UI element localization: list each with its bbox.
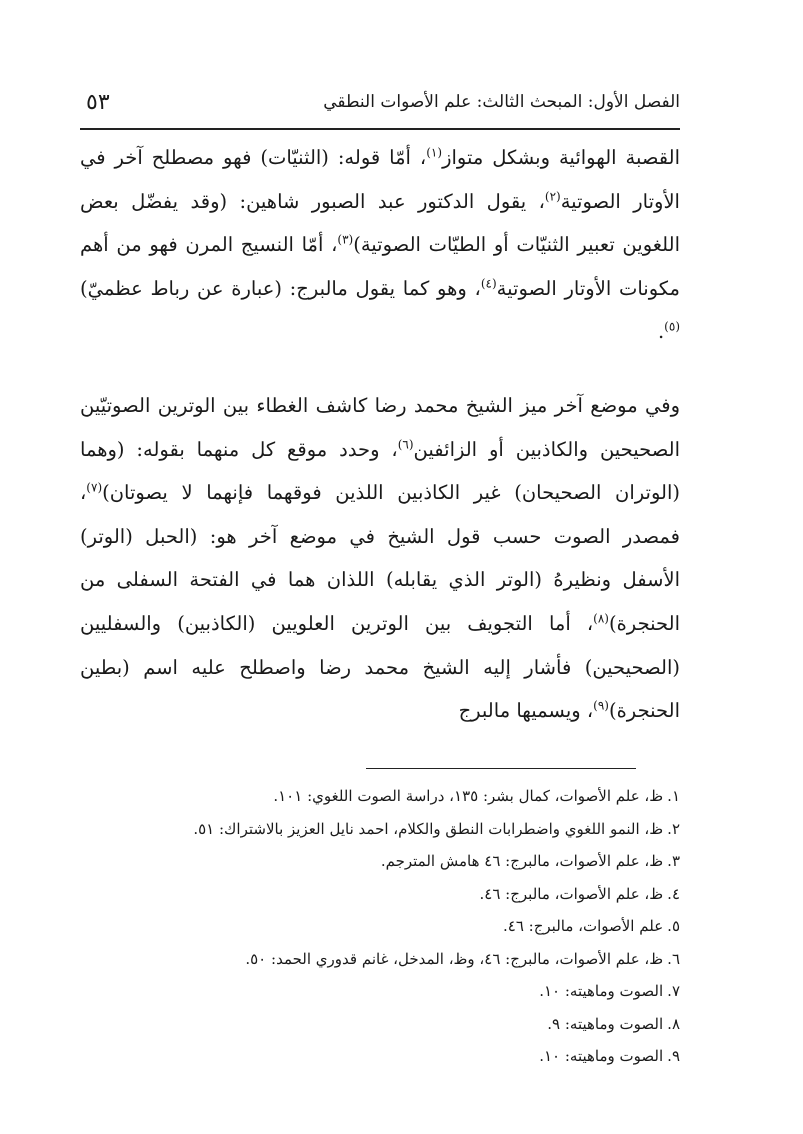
footnote-text: ظ، علم الأصوات، مالبرج: ٤٦ هامش المترجم.	[380, 852, 664, 870]
footnote-text: ظ، علم الأصوات، مالبرج: ٤٦.	[479, 884, 664, 903]
text-run: ، أمّا النسيج المرن فهو من أهم مكونات الأوتار الصوتية	[80, 233, 680, 300]
main-text	[80, 136, 680, 733]
footnote-marker: (٨)	[593, 611, 609, 626]
text-run: ، أمّا قوله: (الثنيّات) فهو مصطلح آخر في الأوتار الصوتية	[80, 146, 680, 213]
footnotes-section	[80, 780, 680, 1073]
footnote-item	[80, 780, 680, 813]
header-divider	[80, 128, 680, 130]
footnote-text: ظ، علم الأصوات، كمال بشر: ١٣٥، دراسة الصوت اللغوي: ١٠١.	[273, 787, 664, 805]
footnote-text: علم الأصوات، مالبرج: ٤٦.	[502, 917, 664, 935]
footnote-number: ٣.	[667, 852, 680, 870]
text-run: ، ويسميها مالبرج	[458, 699, 594, 723]
footnote-marker: (٥)	[664, 319, 680, 334]
footnote-marker: (١)	[426, 145, 443, 160]
footnote-marker: (٢)	[544, 189, 561, 204]
paragraph	[80, 136, 680, 354]
text-run: القصبة الهوائية وبشكل متواز	[442, 146, 681, 169]
footnote-number: ٦.	[667, 949, 680, 968]
footnote-number: ٩.	[667, 1047, 680, 1065]
footnote-marker: (٧)	[86, 480, 103, 495]
footnote-item	[80, 1008, 680, 1041]
running-header	[80, 84, 680, 126]
footnote-number: ٤.	[667, 884, 680, 903]
footnote-marker: (٦)	[397, 437, 414, 452]
footnote-text: ظ، النمو اللغوي واضطرابات النطق والكلام، احمد نايل العزيز بالاشتراك: ٥١.	[193, 819, 664, 838]
footnote-text: ظ، علم الأصوات، مالبرج: ٤٦، وظ، المدخل، غانم قدوري الحمد: ٥٠.	[245, 949, 664, 968]
footnote-item	[80, 943, 680, 976]
text-run: ، أما التجويف بين الوترين العلويين (الكاذبين) والسفليين (الصحيحين) فأشار إليه الشيخ محمد رضا واصطلح عليه اسم (بطين الحنجرة)	[80, 611, 680, 723]
footnote-item	[80, 813, 680, 846]
footnote-item	[80, 910, 680, 943]
footnote-text: الصوت وماهيته: ١٠.	[539, 1047, 664, 1065]
text-run: وفي موضع آخر ميز الشيخ محمد رضا كاشف الغطاء بين الوترين الصوتيّين الصحيحين والكاذبين أو الزائفين	[80, 393, 681, 461]
text-run: ، يقول الدكتور عبد الصبور شاهين: (وقد يفضّل بعض اللغوين تعبير الثنيّات أو الطيّات الصوتية)	[80, 189, 680, 257]
footnote-divider	[366, 768, 636, 769]
footnote-item	[80, 975, 680, 1008]
footnote-text: الصوت وماهيته: ٩.	[547, 1014, 664, 1033]
footnote-number: ٢.	[667, 819, 680, 838]
text-run: .	[657, 320, 665, 344]
footnote-number: ٧.	[667, 982, 680, 1000]
text-run: ، وهو كما يقول مالبرج: (عبارة عن رباط عظميّ)	[80, 276, 481, 300]
footnote-text: الصوت وماهيته: ١٠.	[539, 982, 664, 1000]
footnote-number: ٨.	[667, 1014, 680, 1033]
footnote-marker: (٩)	[593, 698, 609, 713]
footnote-item	[80, 845, 680, 878]
footnote-item	[80, 878, 680, 911]
footnote-marker: (٣)	[337, 232, 354, 247]
footnote-marker: (٤)	[480, 276, 497, 291]
paragraph	[80, 384, 680, 733]
text-run: ، فمصدر الصوت حسب قول الشيخ في موضع آخر هو: (الحبل (الوتر) الأسفل ونظيرهُ (الوتر الذي يقابله) اللذان هما في الفتحة السفلى من الحنجرة)	[80, 481, 680, 635]
footnote-item	[80, 1040, 680, 1073]
page-number: ٥٣	[86, 90, 110, 115]
footnote-number: ٥.	[667, 917, 680, 935]
footnote-number: ١.	[667, 787, 680, 805]
text-run: ، وحدد موقع كل منهما بقوله: (وهما (الوتران الصحيحان) غير الكاذبين اللذين فوقهما فإنهما لا يصوتان)	[80, 437, 680, 505]
chapter-title: الفصل الأول: المبحث الثالث: علم الأصوات النطقي	[323, 92, 680, 112]
